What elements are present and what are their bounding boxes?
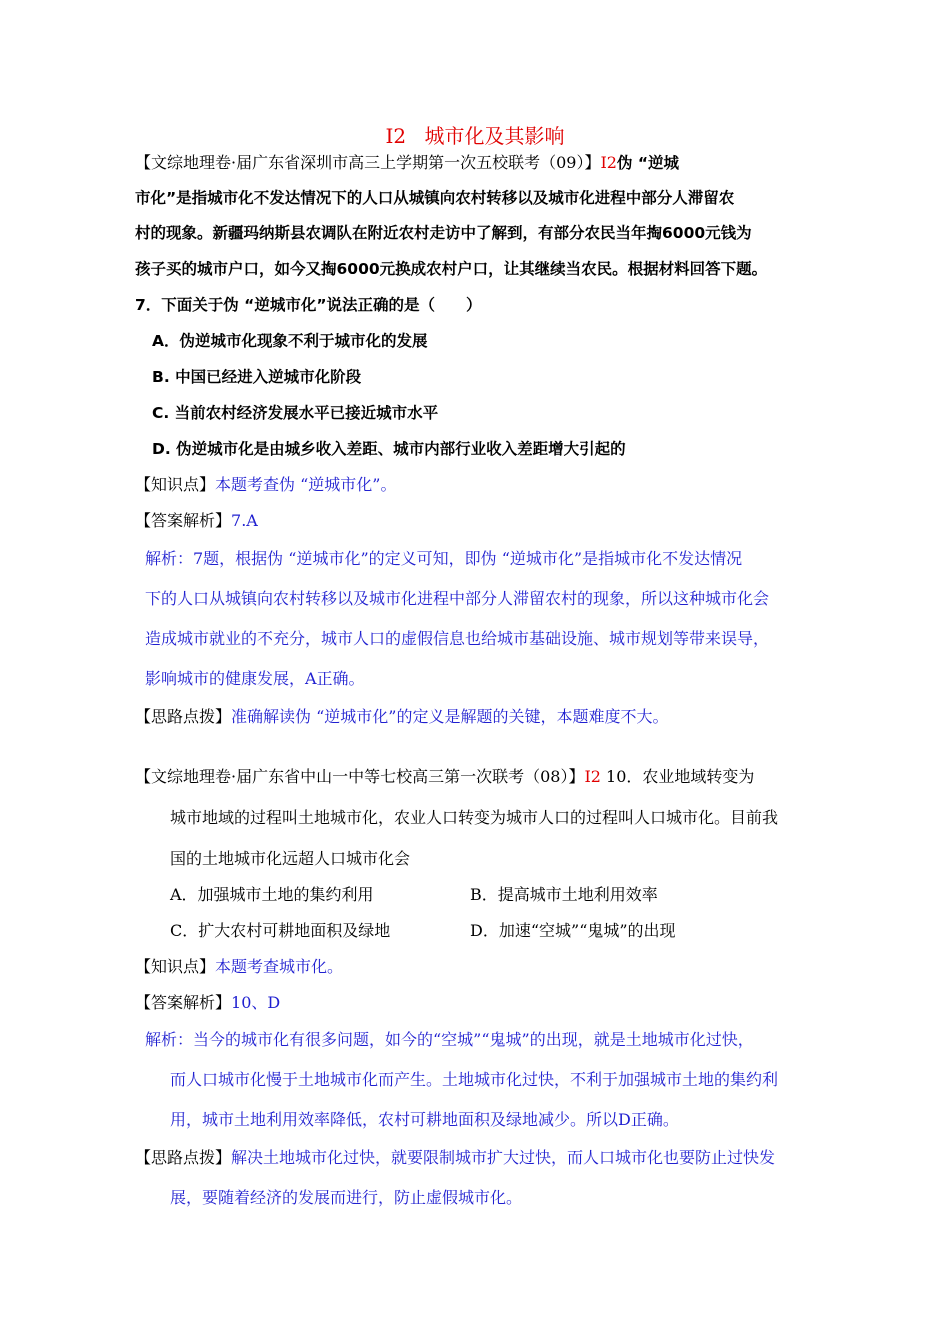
q1-answer [135,510,258,532]
page-title [0,122,950,150]
q1-tip-label: 【思路点拨】 [135,707,232,726]
q2-answer-label: 【答案解析】 [135,993,232,1012]
q2-option-b: B．提高城市土地利用效率 [470,885,658,904]
title-code: I2 [385,124,407,148]
q2-tip [135,1147,775,1169]
q2-option-a: A．加强城市土地的集约利用 [170,885,374,904]
q2-tip-label: 【思路点拨】 [135,1148,232,1167]
q1-material-3: 村的现象。新疆玛纳斯县农调队在附近农村走访中了解到，有部分农民当年掏6000元钱为 [135,224,752,242]
q1-analysis-3: 造成城市就业的不充分，城市人口的虚假信息也给城市基础设施、城市规划等带来误导， [145,629,770,648]
q1-option-b: B. 中国已经进入逆城市化阶段 [152,368,362,386]
q2-tip-text-2: 展，要随着经济的发展而进行，防止虚假城市化。 [170,1188,523,1207]
q1-source-line [135,152,679,174]
q2-code: I2 [584,767,601,786]
q1-material-1: 伪 “逆城 [616,154,680,172]
q2-option-c: C．扩大农村可耕地面积及绿地 [170,921,391,940]
q1-answer-label: 【答案解析】 [135,511,232,530]
q1-option-d: D. 伪逆城市化是由城乡收入差距、城市内部行业收入差距增大引起的 [152,440,626,458]
q2-stem-3: 国的土地城市化远超人口城市化会 [170,849,411,868]
q2-knowledge [135,956,343,978]
q1-analysis-1: 解析：7题，根据伪 “逆城市化”的定义可知，即伪 “逆城市化”是指城市化不发达情况 [145,549,743,568]
q2-option-d: D．加速“空城”“鬼城”的出现 [470,921,676,940]
q1-source: 【文综地理卷·届广东省深圳市高三上学期第一次五校联考（09）】 [135,153,601,172]
q1-analysis-2: 下的人口从城镇向农村转移以及城市化进程中部分人滞留农村的现象，所以这种城市化会 [145,589,770,608]
q1-tip [135,706,668,728]
q2-analysis-1: 解析：当今的城市化有很多问题，如今的“空城”“鬼城”的出现，就是土地城市化过快， [145,1030,754,1049]
q1-knowledge [135,474,396,496]
q2-analysis-3: 用，城市土地利用效率降低，农村可耕地面积及绿地减少。所以D正确。 [170,1110,679,1129]
q2-answer-text: 10、D [231,993,281,1012]
q2-knowledge-text: 本题考查城市化。 [215,957,344,976]
q2-stem-2: 城市地域的过程叫土地城市化，农业人口转变为城市人口的过程叫人口城市化。目前我 [170,808,779,827]
q2-source-line [135,766,754,788]
q2-knowledge-label: 【知识点】 [135,957,216,976]
q1-material-2: 市化”是指城市化不发达情况下的人口从城镇向农村转移以及城市化进程中部分人滞留农 [135,189,735,207]
q1-tip-text: 准确解读伪 “逆城市化”的定义是解题的关键，本题难度不大。 [231,707,669,726]
q1-question: 7．下面关于伪 “逆城市化”说法正确的是（ ） [135,296,482,314]
q2-analysis-2: 而人口城市化慢于土地城市化而产生。土地城市化过快，不利于加强城市土地的集约利 [170,1070,779,1089]
q1-answer-text: 7.A [231,511,258,530]
title-text: 城市化及其影响 [424,124,565,148]
q1-analysis-4: 影响城市的健康发展，A正确。 [145,669,365,688]
q2-stem-1: 10．农业地域转变为 [606,767,755,786]
q1-knowledge-label: 【知识点】 [135,475,216,494]
q1-code: I2 [600,153,617,172]
q2-source: 【文综地理卷·届广东省中山一中等七校高三第一次联考（08）】 [135,767,585,786]
q2-tip-text-1: 解决土地城市化过快，就要限制城市扩大过快，而人口城市化也要防止过快发 [231,1148,776,1167]
q1-option-c: C. 当前农村经济发展水平已接近城市水平 [152,404,439,422]
q2-answer [135,992,280,1014]
q1-option-a: A．伪逆城市化现象不利于城市化的发展 [152,332,428,350]
q1-material-4: 孩子买的城市户口，如今又掏6000元换成农村户口，让其继续当农民。根据材料回答下题。 [135,260,768,278]
q1-knowledge-text: 本题考查伪 “逆城市化”。 [215,475,397,494]
